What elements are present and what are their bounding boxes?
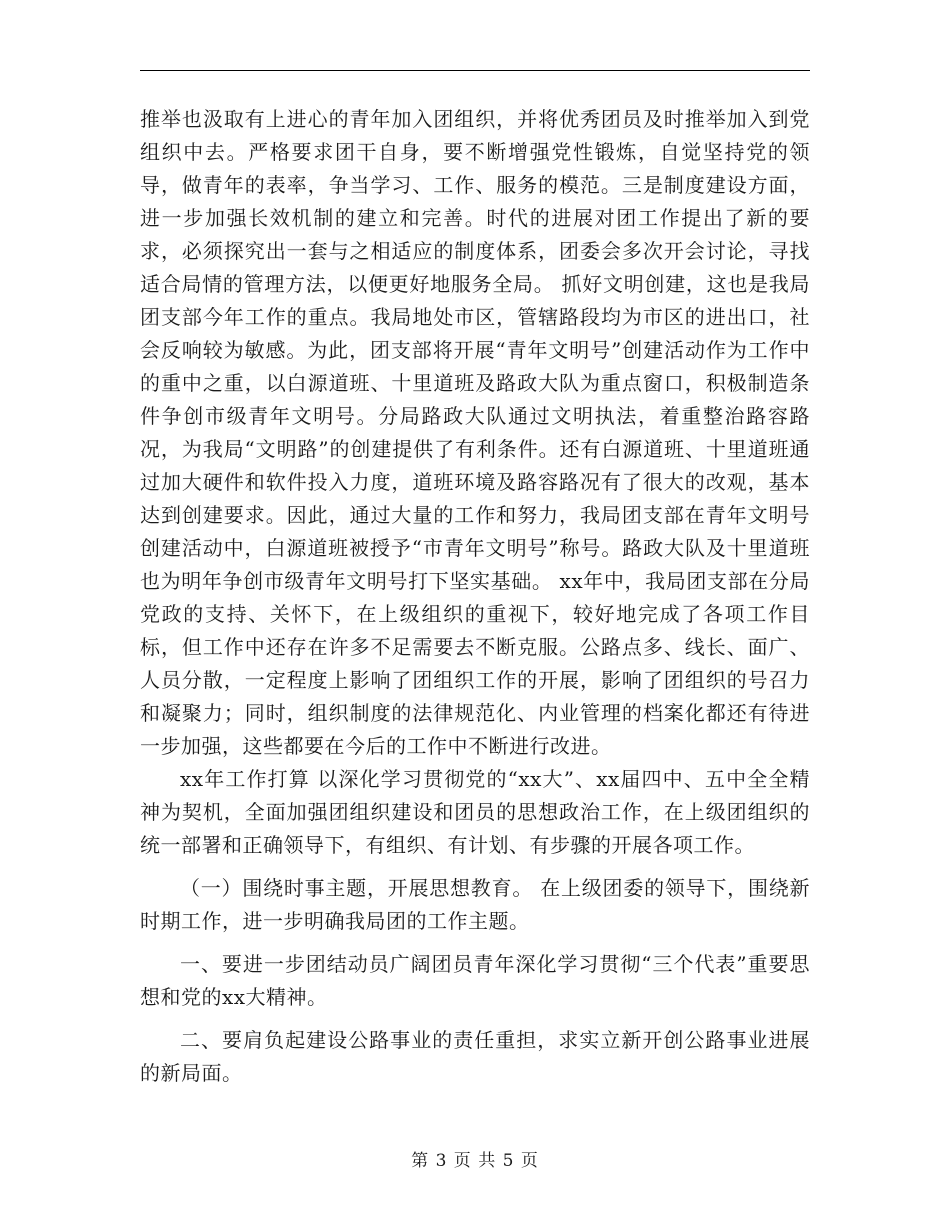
page-number: 第 3 页 共 5 页 [411, 1151, 539, 1171]
paragraph-2: xx年工作打算 以深化学习贯彻党的“xx大”、xx届四中、五中全全精神为契机，全面加强团组织建设和团员的思想政治工作，在上级团组织的统一部署和正确领导下，有组织、有计划、有步骤的开展各项工作。 [140, 767, 810, 857]
paragraph-4: 一、要进一步团结动员广阔团员青年深化学习贯彻“三个代表”重要思想和党的xx大精神。 [140, 952, 810, 1009]
paragraph-1: 推举也汲取有上进心的青年加入团组织，并将优秀团员及时推举加入到党组织中去。严格要求团干自身，要不断增强党性锻炼，自觉坚持党的领导，做青年的表率，争当学习、工作、服务的模范。三是制度建设方面，进一步加强长效机制的建立和完善。时代的进展对团工作提出了新的要求，必须探究出一套与之相适应的制度体系，团委会多次开会讨论，寻找适合局情的管理方法，以便更好地服务全局。 抓好文明创建，这也是我局团支部今年工作的重点。我局地处市区，管辖路段均为市区的进出口，社会反响较为敏感。为此，团支部将开展“青年文明号”创建活动作为工作中的重中之重，以白源道班、十里道班及路政大队为重点窗口，积极制造条件争创市级青年文明号。分局路政大队通过文明执法，着重整治路容路况，为我局“文明路”的创建提供了有利条件。还有白源道班、十里道班通过加大硬件和软件投入力度，道班环境及路容路况有了很大的改观，基本达到创建要求。因此，通过大量的工作和努力，我局团支部在青年文明号创建活动中，白源道班被授予“市青年文明号”称号。路政大队及十里道班也为明年争创市级青年文明号打下坚实基础。 xx年中，我局团支部在分局党政的支持、关怀下，在上级组织的重视下，较好地完成了各项工作目标，但工作中还存在许多不足需要去不断克服。公路点多、线长、面广、人员分散，一定程度上影响了团组织工作的开展，影响了团组织的号召力和凝聚力；同时，组织制度的法律规范化、内业管理的档案化都还有待进一步加强，这些都要在今后的工作中不断进行改进。 [140, 107, 810, 758]
paragraph-3: （一）围绕时事主题，开展思想教育。 在上级团委的领导下，围绕新时期工作，进一步明确我局团的工作主题。 [140, 876, 810, 933]
header-rule [140, 70, 810, 71]
document-body [140, 103, 810, 1090]
paragraph-5: 二、要肩负起建设公路事业的责任重担，求实立新开创公路事业进展的新局面。 [140, 1028, 810, 1085]
